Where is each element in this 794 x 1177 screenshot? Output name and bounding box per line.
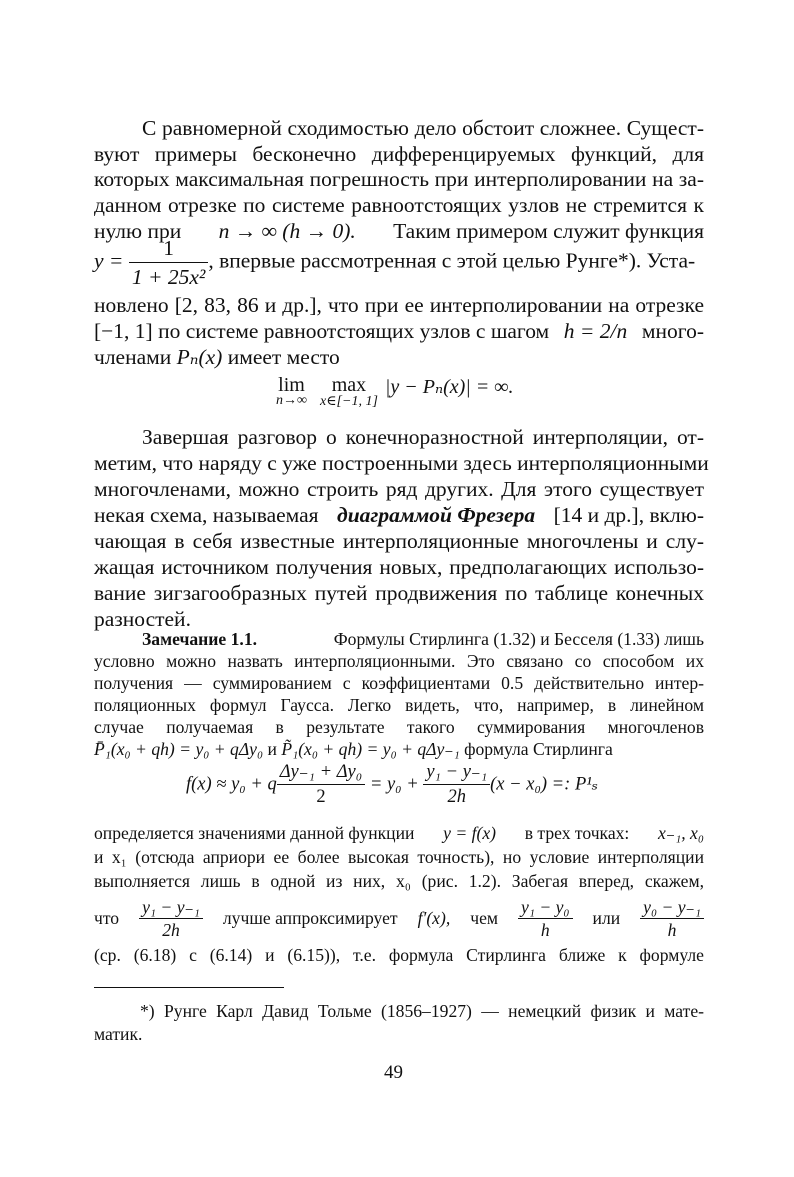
frazer-diagram-term: диаграммой Фрезера (337, 503, 536, 527)
p2-line-4-text-a: некая схема, называемая (94, 503, 319, 527)
max-operator: max (331, 374, 367, 396)
remark-line-10 (94, 896, 704, 940)
p1-line-2: вуют примеры бесконечно дифференцируемых функций, для (94, 142, 704, 166)
remark-line-7 (94, 822, 704, 844)
p1-line-9 (94, 344, 340, 370)
remark-line-1-text: Формулы Стирлинга (1.32) и Бесселя (1.33) лишь (333, 629, 704, 649)
p1-line-3: которых максимальная погрешность при интерполировании на за- (94, 167, 704, 191)
p1-line-4: данном отрезке по системе равноотстоящих узлов не стремится к (94, 193, 704, 217)
p1-line-5-text-b: Таким примером служит функция (393, 219, 704, 243)
page-number: 49 (384, 1062, 403, 1083)
remark-line-9: выполняется лишь в одной из них, x₀ (рис. 1.2). Забегая вперед, скажем, (94, 871, 704, 891)
p2-line-8: разностей. (94, 607, 191, 631)
footnote-line-1: *) Рунге Карл Давид Тольме (1856–1927) — немецкий физик и мате- (140, 1001, 704, 1021)
step-h-formula: h = 2/n (563, 319, 628, 343)
p1-line-8 (94, 318, 704, 344)
stirling-den-1: 2 (316, 787, 326, 807)
remark-line-6 (94, 738, 613, 760)
p1-line-9-text-b: имеет место (227, 345, 340, 369)
stirling-den-2: 2h (447, 787, 466, 807)
gauss-forward-poly: P̄₁(x₀ + qh) = y₀ + qΔy₀ (94, 739, 264, 759)
p2-line-7: вание зигзагообразных путей продвижения по таблице конечных (94, 581, 704, 605)
backward-difference-fraction (640, 896, 704, 941)
remark-line-2: условно можно назвать интерполяционными. Это связано со способом их (94, 651, 704, 671)
remark-line-1 (142, 628, 704, 650)
p2-line-2: метим, что наряду с уже построенными здесь интерполяционными (94, 451, 709, 475)
backward-diff-num: y₀ − y₋₁ (640, 896, 704, 919)
footnote-rule (94, 987, 284, 988)
remark-line-10-text-a: что (94, 908, 120, 928)
remark-title: Замечание 1.1. (142, 629, 258, 649)
remark-line-10-text-d: или (592, 908, 621, 928)
footnote-line-2: матик. (94, 1024, 143, 1044)
forward-diff-num: y₁ − y₀ (518, 896, 573, 919)
central-diff-num: y₁ − y₋₁ (139, 896, 203, 919)
runge-lhs: y = (94, 248, 124, 273)
remark-line-5: случае получаемая в результате такого суммирования многочленов (94, 717, 704, 737)
stirling-num-2: y₁ − y₋₁ (423, 760, 490, 785)
forward-diff-den: h (540, 919, 550, 940)
stirling-fraction-2 (423, 760, 490, 809)
p1-line-8-text-b: много- (641, 319, 704, 343)
remark-line-8: и x₁ (отсюда априори ее более высокая точность), но условие интерполяции (94, 847, 704, 867)
p1-line-6-text: , впервые рассмотренная с этой целью Рунге*). Уста- (208, 248, 696, 273)
lim-subscript: n→∞ (276, 393, 307, 408)
forward-difference-fraction (518, 896, 573, 941)
derivative-f-prime: f′(x), (417, 908, 451, 928)
p2-line-5: чающая в себя известные интерполяционные многочлены и слу- (94, 529, 704, 553)
central-difference-fraction (139, 896, 203, 941)
runge-numerator: 1 (129, 234, 209, 263)
stirling-lhs: f(x) ≈ y₀ + q (186, 774, 277, 795)
stirling-num-1: Δy₋₁ + Δy₀ (277, 760, 366, 785)
p2-line-1: Завершая разговор о конечноразностной интерполяции, от- (142, 425, 704, 449)
remark-line-6-text: формула Стирлинга (464, 739, 613, 759)
remark-line-7-text-b: в трех точках: (524, 823, 630, 843)
limit-n-to-infinity: n → ∞ (h → 0). (218, 219, 356, 243)
p2-line-3: многочленами, можно строить ряд других. Для этого существует (94, 477, 704, 501)
p2-line-4 (94, 502, 704, 528)
remark-line-10-text-c: чем (470, 908, 499, 928)
runge-denominator: 1 + 25x² (131, 265, 206, 289)
function-y-eq-fx: y = f(x) (443, 823, 497, 843)
p2-line-4-text-b: [14 и др.], вклю- (553, 503, 704, 527)
stirling-formula (186, 760, 598, 816)
remark-line-10-text-b: лучше аппроксимирует (222, 908, 398, 928)
p2-line-6: жащая источником получения новых, предполагающих использо- (94, 555, 704, 579)
runge-fraction (129, 234, 209, 291)
backward-diff-den: h (667, 919, 677, 940)
limit-body: |y − Pₙ(x)| = ∞. (384, 376, 514, 398)
central-diff-den: 2h (162, 919, 180, 940)
p1-line-8-text-a: [−1, 1] по системе равноотстоящих узлов с шагом (94, 319, 550, 343)
limit-formula (276, 374, 514, 418)
remark-line-7-text-a: определяется значениями данной функции (94, 823, 415, 843)
p1-line-5-text-a: нулю при (94, 219, 182, 243)
stirling-mid: = y₀ + (369, 774, 419, 795)
p1-line-9-text-a: членами (94, 345, 172, 369)
gauss-backward-poly: P̃₁(x₀ + qh) = y₀ + qΔy₋₁ (281, 739, 460, 759)
stirling-fraction-1 (277, 760, 366, 809)
polynomial-pn: Pₙ(x) (176, 345, 223, 369)
runge-function-line (94, 234, 704, 291)
p1-line-1: С равномерной сходимостью дело обстоит сложнее. Сущест- (142, 116, 704, 140)
remark-line-6-and: и (267, 739, 277, 759)
lim-operator: lim (278, 374, 305, 396)
three-nodes: x₋₁, x₀ (658, 823, 704, 843)
stirling-rhs: (x − x₀) =: P¹ₛ (490, 774, 599, 795)
p1-line-7: новлено [2, 83, 86 и др.], что при ее интерполировании на отрезке (94, 293, 704, 317)
max-subscript: x∈[−1, 1] (319, 394, 378, 409)
remark-line-11: (ср. (6.18) с (6.14) и (6.15)), т.е. формула Стирлинга ближе к формуле (94, 945, 704, 965)
remark-line-3: получения — суммированием с коэффициентами 0.5 действительно интер- (94, 673, 704, 693)
remark-line-4: поляционных формул Гаусса. Легко видеть, что, например, в линейном (94, 695, 704, 715)
